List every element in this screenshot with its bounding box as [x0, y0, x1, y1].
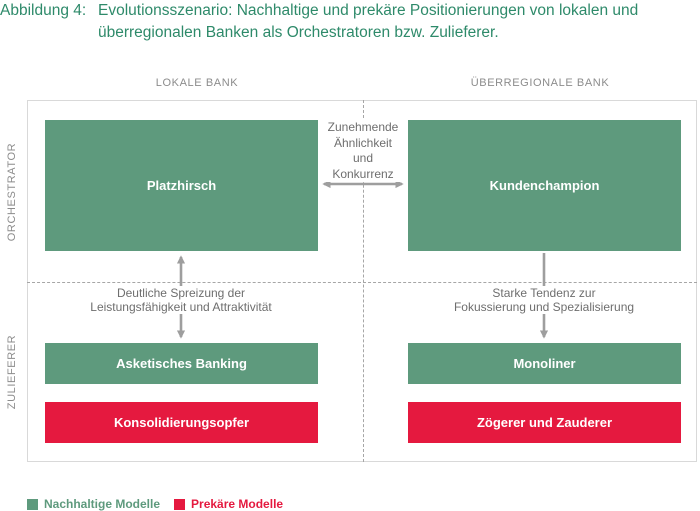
legend-item-precarious [174, 497, 283, 511]
note-left-line-1: Deutliche Spreizung der [116, 286, 246, 300]
legend-label-precarious: Prekäre Modelle [191, 497, 284, 511]
note-center-line-2: Ähnlichkeit [333, 135, 393, 150]
note-left [72, 286, 290, 314]
note-left-line-2: Leistungsfähigkeit und Attraktivität [90, 300, 272, 314]
box-zoegerer-und-zauderer: Zögerer und Zauderer [408, 402, 681, 443]
legend-swatch-sustainable [27, 499, 38, 510]
caption-text: Evolutionsszenario: Nachhaltige und prekäre Positionierungen von lokalen und überregionalen Banken als Orchestratoren bzw. Zulieferer. [98, 2, 639, 41]
box-monoliner: Monoliner [408, 343, 681, 384]
legend-swatch-precarious [174, 499, 185, 510]
box-platzhirsch: Platzhirsch [45, 120, 318, 251]
note-right [440, 286, 648, 314]
caption-number: Abbildung 4: [0, 2, 87, 19]
legend [27, 497, 297, 511]
column-header-local-bank: LOKALE BANK [155, 77, 239, 89]
note-right-line-1: Starke Tendenz zur [492, 286, 596, 300]
box-kundenchampion: Kundenchampion [408, 120, 681, 251]
note-center [322, 120, 404, 182]
note-center-line-3: und [352, 151, 374, 165]
horizontal-divider [27, 282, 697, 283]
column-header-supraregional-bank: ÜBERREGIONALE BANK [470, 77, 610, 89]
note-center-line-1: Zunehmende [327, 120, 399, 134]
note-center-line-4: Konkurrenz [332, 166, 394, 181]
box-konsolidierungsopfer: Konsolidierungsopfer [45, 402, 318, 443]
legend-item-sustainable [27, 497, 160, 511]
box-asketisches-banking: Asketisches Banking [45, 343, 318, 384]
note-right-line-2: Fokussierung und Spezialisierung [453, 300, 635, 314]
legend-label-sustainable: Nachhaltige Modelle [44, 497, 161, 511]
row-header-orchestrator: ORCHESTRATOR [6, 142, 18, 242]
row-header-supplier: ZULIEFERER [6, 334, 18, 410]
